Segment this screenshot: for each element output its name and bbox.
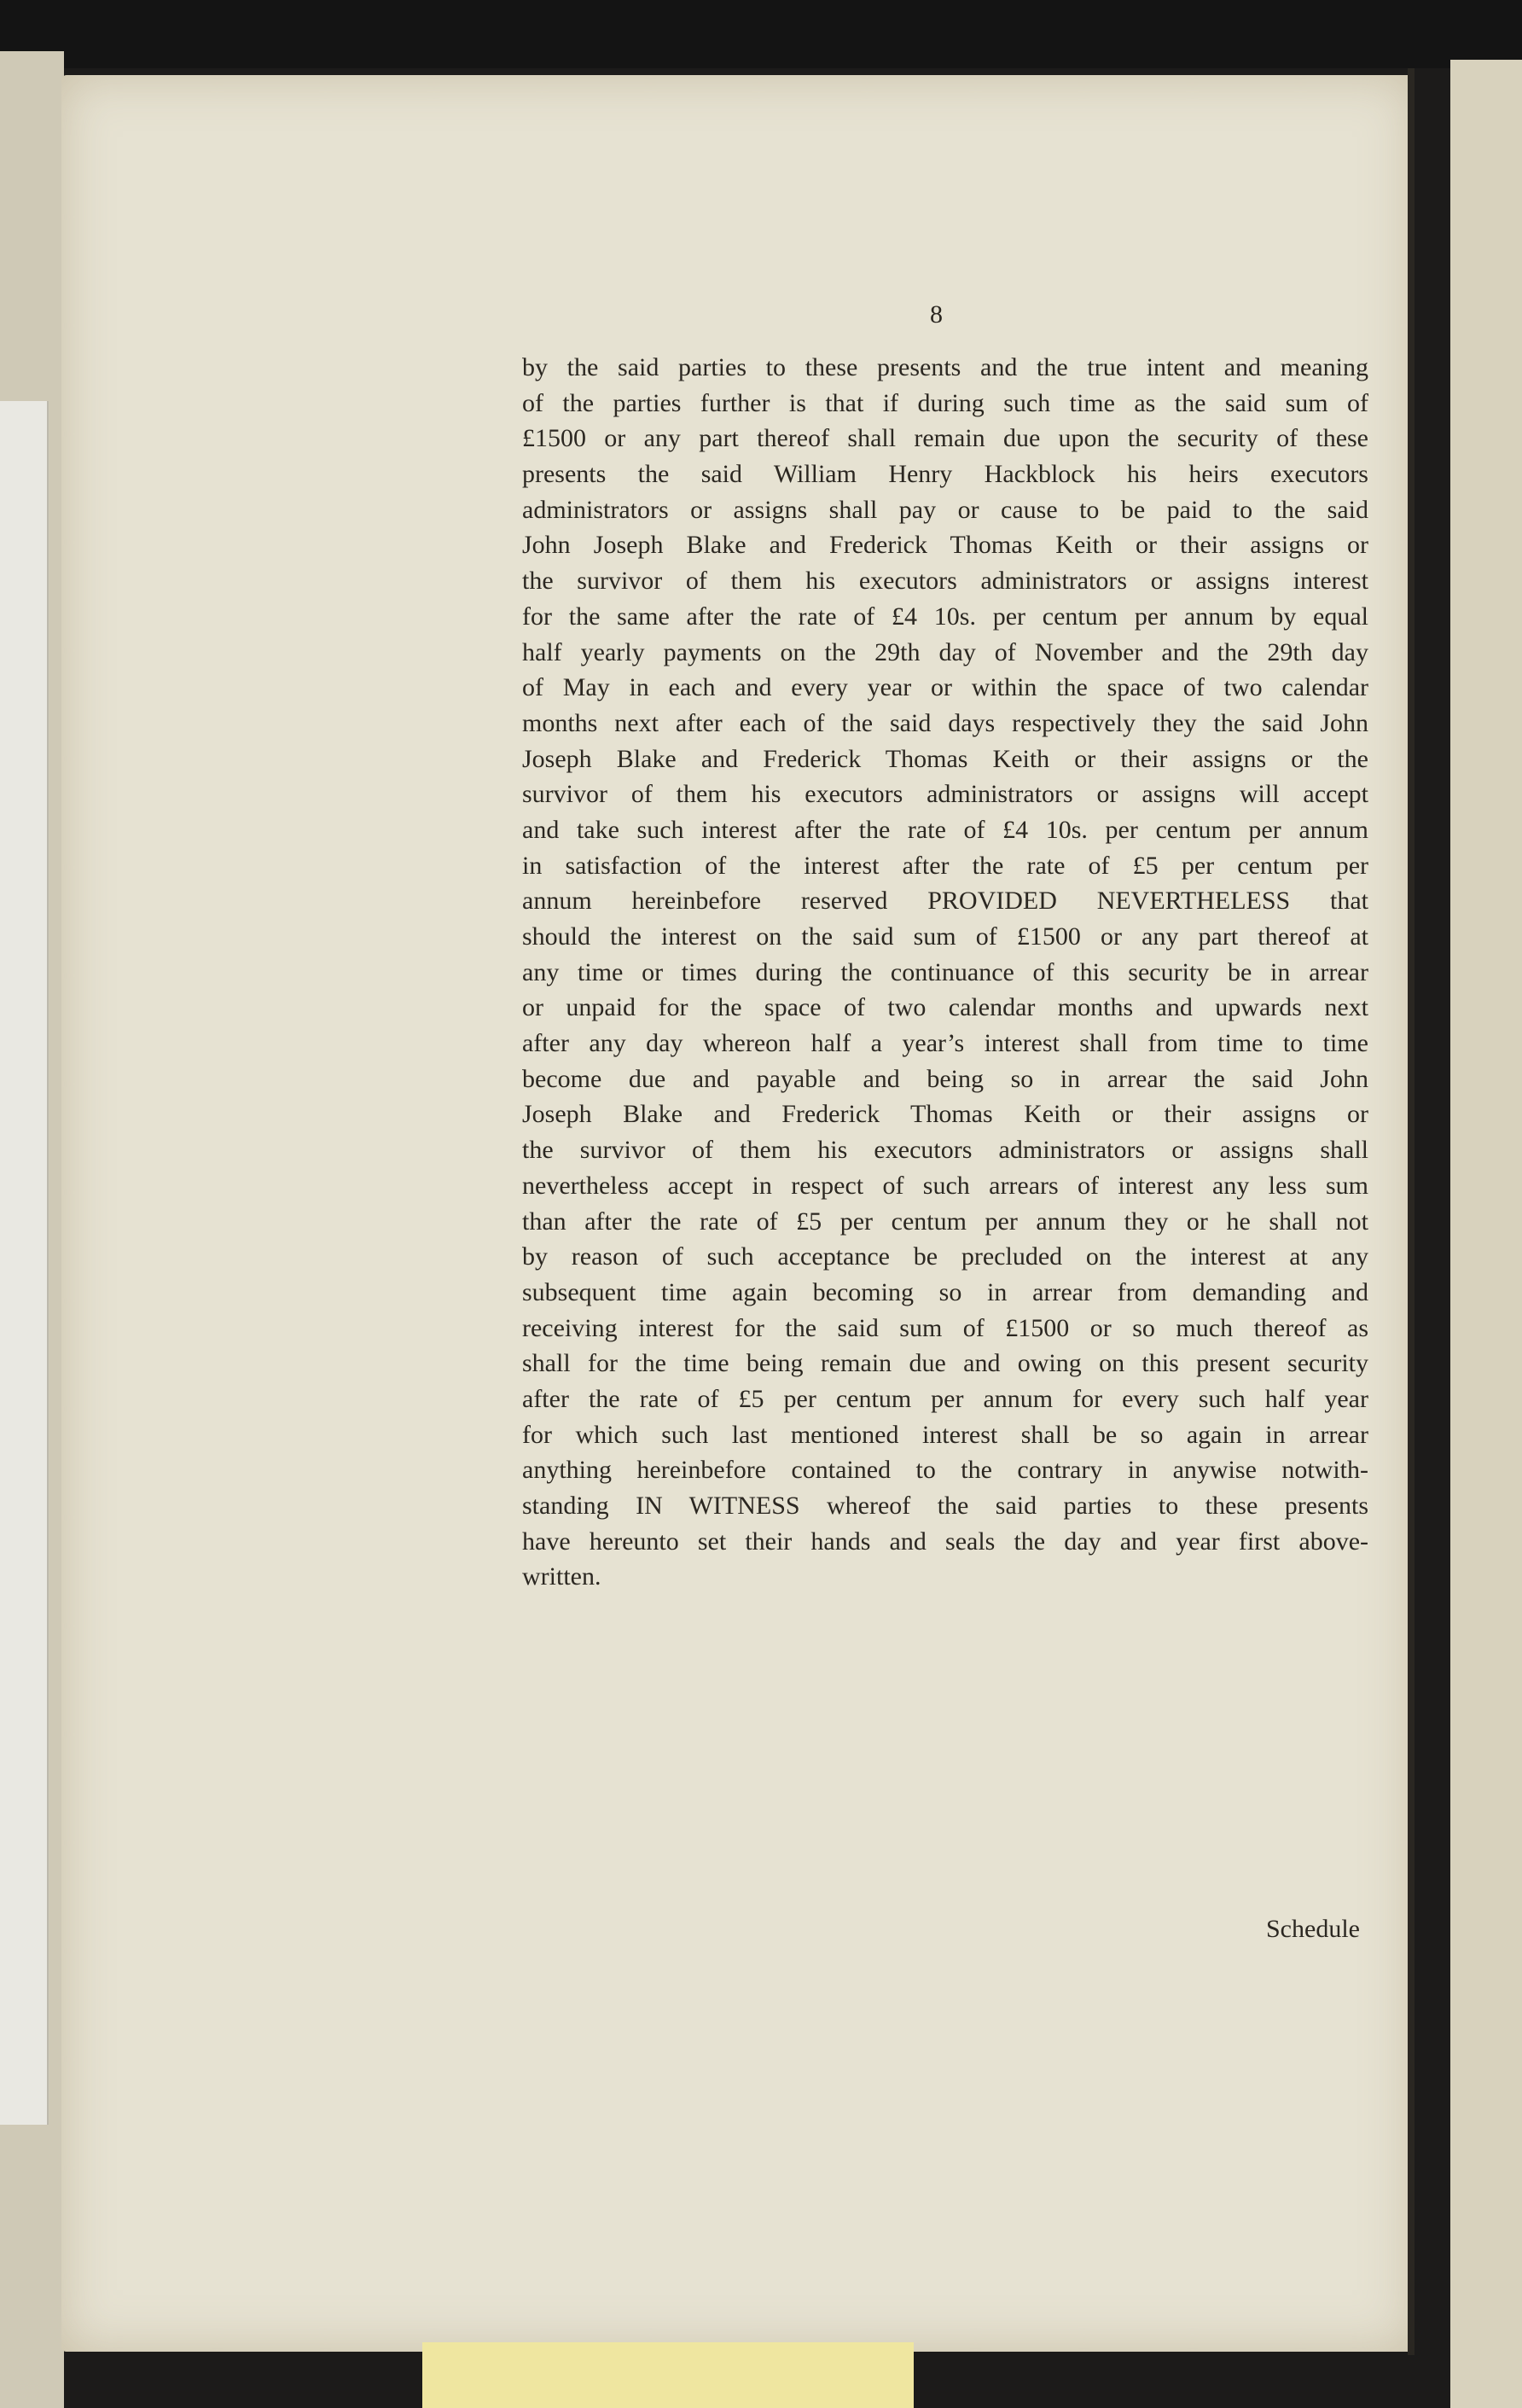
text-line: the survivor of them his executors administrators or assigns interest — [522, 567, 1368, 596]
sticky-note-tab — [422, 2342, 914, 2408]
text-line: any time or times during the continuance of this security be in arrear — [522, 957, 1368, 986]
deed-body-text — [522, 350, 1368, 1595]
text-line: John Joseph Blake and Frederick Thomas Keith or their assigns or — [522, 531, 1368, 560]
text-line: receiving interest for the said sum of £1500 or so much thereof as — [522, 1313, 1368, 1342]
text-line: after any day whereon half a year’s interest shall from time to time — [522, 1029, 1368, 1058]
text-line: than after the rate of £5 per centum per annum they or he shall not — [522, 1207, 1368, 1236]
text-line: of the parties further is that if during such time as the said sum of — [522, 388, 1368, 417]
text-line: months next after each of the said days respectively they the said John — [522, 708, 1368, 737]
catchword-schedule: Schedule — [1266, 1915, 1360, 1943]
text-line: presents the said William Henry Hackblock his heirs executors — [522, 460, 1368, 489]
text-line: half yearly payments on the 29th day of November and the 29th day — [522, 637, 1368, 666]
text-line: for which such last mentioned interest shall be so again in arrear — [522, 1420, 1368, 1449]
text-line: in satisfaction of the interest after the rate of £5 per centum per — [522, 851, 1368, 880]
text-line: of May in each and every year or within the space of two calendar — [522, 673, 1368, 702]
text-line: Joseph Blake and Frederick Thomas Keith or their assigns or the — [522, 744, 1368, 773]
text-line: become due and payable and being so in arrear the said John — [522, 1064, 1368, 1093]
scan-background-top — [0, 0, 1522, 68]
text-line: anything hereinbefore contained to the contrary in anywise notwith- — [522, 1456, 1368, 1485]
text-line: standing IN WITNESS whereof the said parties to these presents — [522, 1492, 1368, 1520]
next-page-edge — [1450, 60, 1522, 2408]
text-line: after the rate of £5 per centum per annum for every such half year — [522, 1384, 1368, 1413]
inserted-sheet-edge — [0, 401, 49, 2125]
text-line: the survivor of them his executors administrators or assigns shall — [522, 1136, 1368, 1165]
text-line: Joseph Blake and Frederick Thomas Keith or their assigns or — [522, 1100, 1368, 1129]
text-line: annum hereinbefore reserved PROVIDED NEVERTHELESS that — [522, 887, 1368, 916]
text-line: for the same after the rate of £4 10s. per centum per annum by equal — [522, 602, 1368, 631]
text-line: by reason of such acceptance be precluded on the interest at any — [522, 1242, 1368, 1271]
text-line: survivor of them his executors administrators or assigns will accept — [522, 780, 1368, 809]
page-number: 8 — [930, 300, 943, 329]
text-line: or unpaid for the space of two calendar months and upwards next — [522, 993, 1368, 1022]
text-line: have hereunto set their hands and seals the day and year first above- — [522, 1527, 1368, 1556]
text-line: administrators or assigns shall pay or cause to be paid to the said — [522, 495, 1368, 524]
text-line: written. — [522, 1562, 601, 1591]
text-line: subsequent time again becoming so in arrear from demanding and — [522, 1277, 1368, 1306]
text-line: should the interest on the said sum of £1500 or any part thereof at — [522, 922, 1368, 951]
text-line: by the said parties to these presents and the true intent and meaning — [522, 353, 1368, 381]
text-line: shall for the time being remain due and owing on this present security — [522, 1349, 1368, 1378]
text-line: and take such interest after the rate of £4 10s. per centum per annum — [522, 815, 1368, 844]
binding-shadow — [1408, 68, 1415, 2355]
text-line: £1500 or any part thereof shall remain due upon the security of these — [522, 424, 1368, 453]
text-line: nevertheless accept in respect of such arrears of interest any less sum — [522, 1171, 1368, 1200]
